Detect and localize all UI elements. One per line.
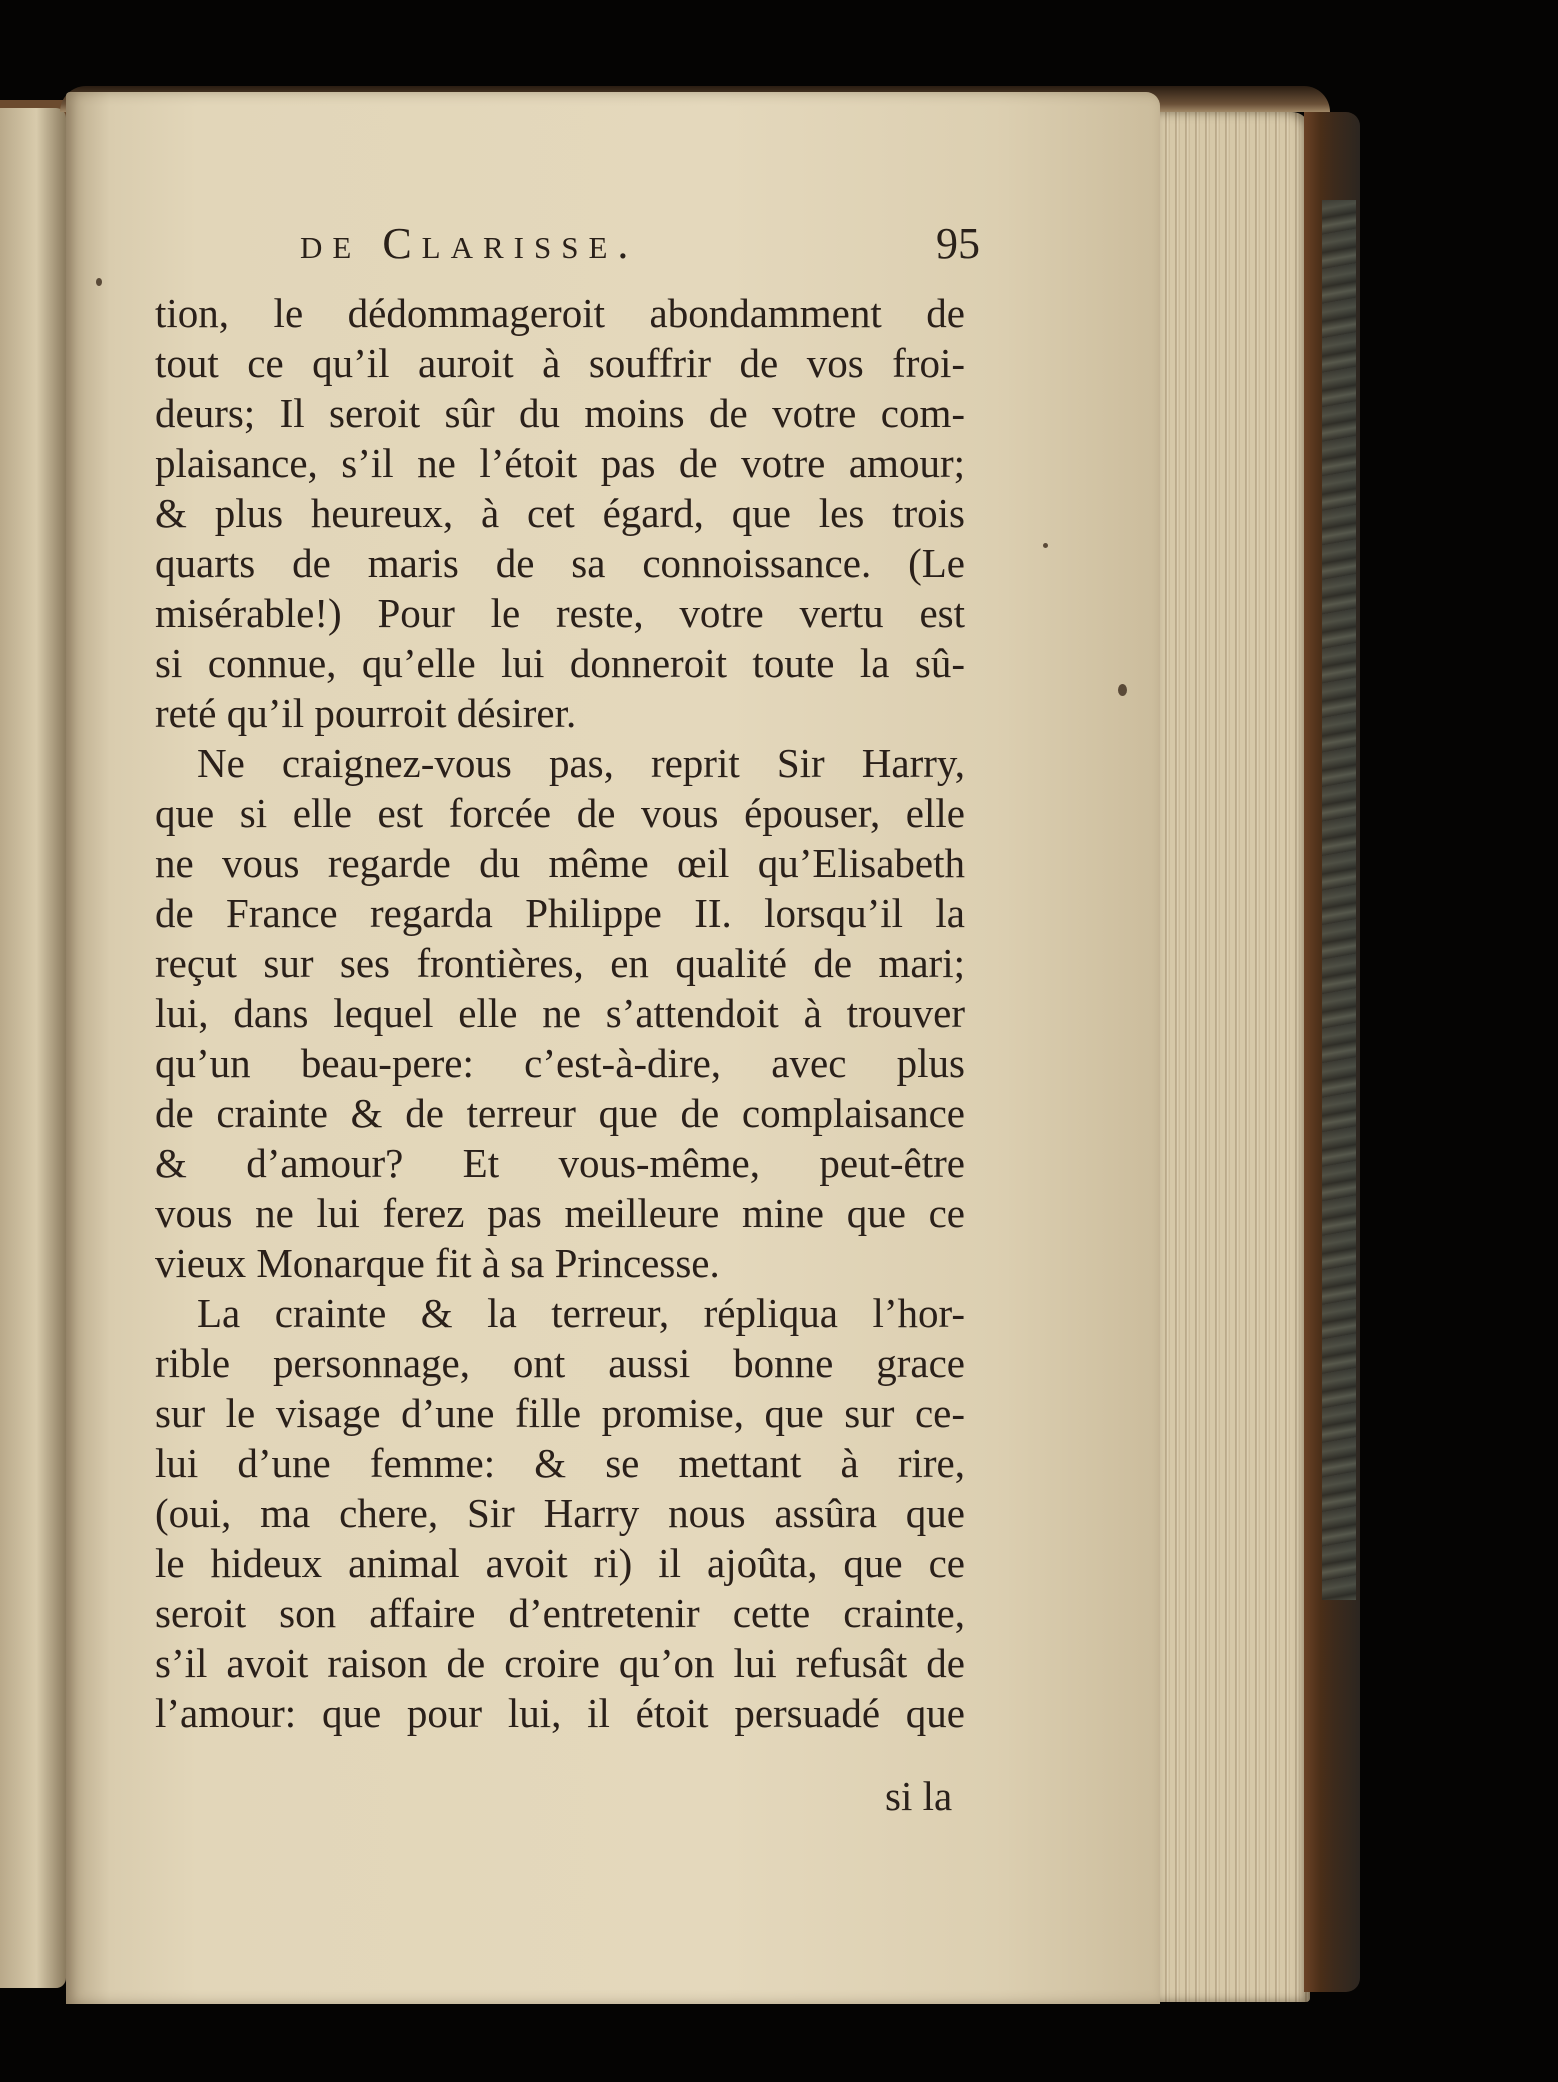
page-header [300, 218, 980, 278]
text-line: si connue, qu’elle lui donneroit toute la sû- [155, 640, 965, 686]
text-line: quarts de maris de sa connoissance. (Le [155, 540, 965, 586]
page-number: 95 [936, 219, 980, 268]
text-line: s’il avoit raison de croire qu’on lui refusât de [155, 1640, 965, 1686]
text-line: l’amour: que pour lui, il étoit persuadé que [155, 1690, 965, 1736]
text-line: misérable!) Pour le reste, votre vertu est [155, 590, 965, 636]
text-line: & d’amour? Et vous-même, peut-être [155, 1140, 965, 1186]
text-line: vous ne lui ferez pas meilleure mine que ce [155, 1190, 965, 1236]
text-line: reçut sur ses frontières, en qualité de mari; [155, 940, 965, 986]
text-line: reté qu’il pourroit désirer. [155, 690, 577, 736]
text-line: deurs; Il seroit sûr du moins de votre com- [155, 390, 965, 436]
text-line: qu’un beau-pere: c’est-à-dire, avec plus [155, 1040, 965, 1086]
text-line: le hideux animal avoit ri) il ajoûta, que ce [155, 1540, 965, 1586]
text-line: lui d’une femme: & se mettant à rire, [155, 1440, 965, 1486]
text-line: & plus heureux, à cet égard, que les trois [155, 490, 965, 536]
paper-speck [1043, 543, 1048, 548]
text-line: de crainte & de terreur que de complaisance [155, 1090, 965, 1136]
running-title: de Clarisse. [300, 219, 639, 268]
catchword: si la [885, 1773, 953, 1819]
text-line: plaisance, s’il ne l’étoit pas de votre amour; [155, 440, 965, 486]
spine-marbled-cover [1322, 200, 1356, 1600]
left-page-edge [0, 108, 66, 1988]
paper-speck [1118, 684, 1127, 696]
text-line: sur le visage d’une fille promise, que sur ce- [155, 1390, 965, 1436]
text-line: La crainte & la terreur, répliqua l’hor- [197, 1290, 965, 1336]
body-text [155, 288, 965, 1738]
text-line: que si elle est forcée de vous épouser, elle [155, 790, 965, 836]
text-line: Ne craignez-vous pas, reprit Sir Harry, [197, 740, 965, 786]
text-line: ne vous regarde du même œil qu’Elisabeth [155, 840, 965, 886]
text-line: (oui, ma chere, Sir Harry nous assûra que [155, 1490, 965, 1536]
text-line: seroit son affaire d’entretenir cette crainte, [155, 1590, 965, 1636]
page-stack-edge [1160, 112, 1310, 2002]
text-line: tion, le dédommageroit abondamment de [155, 290, 965, 336]
text-line: de France regarda Philippe II. lorsqu’il la [155, 890, 965, 936]
text-line: rible personnage, ont aussi bonne grace [155, 1340, 965, 1386]
text-line: lui, dans lequel elle ne s’attendoit à trouver [155, 990, 965, 1036]
text-line: vieux Monarque fit à sa Princesse. [155, 1240, 720, 1286]
paper-speck [96, 278, 102, 286]
text-line: tout ce qu’il auroit à souffrir de vos froi- [155, 340, 965, 386]
